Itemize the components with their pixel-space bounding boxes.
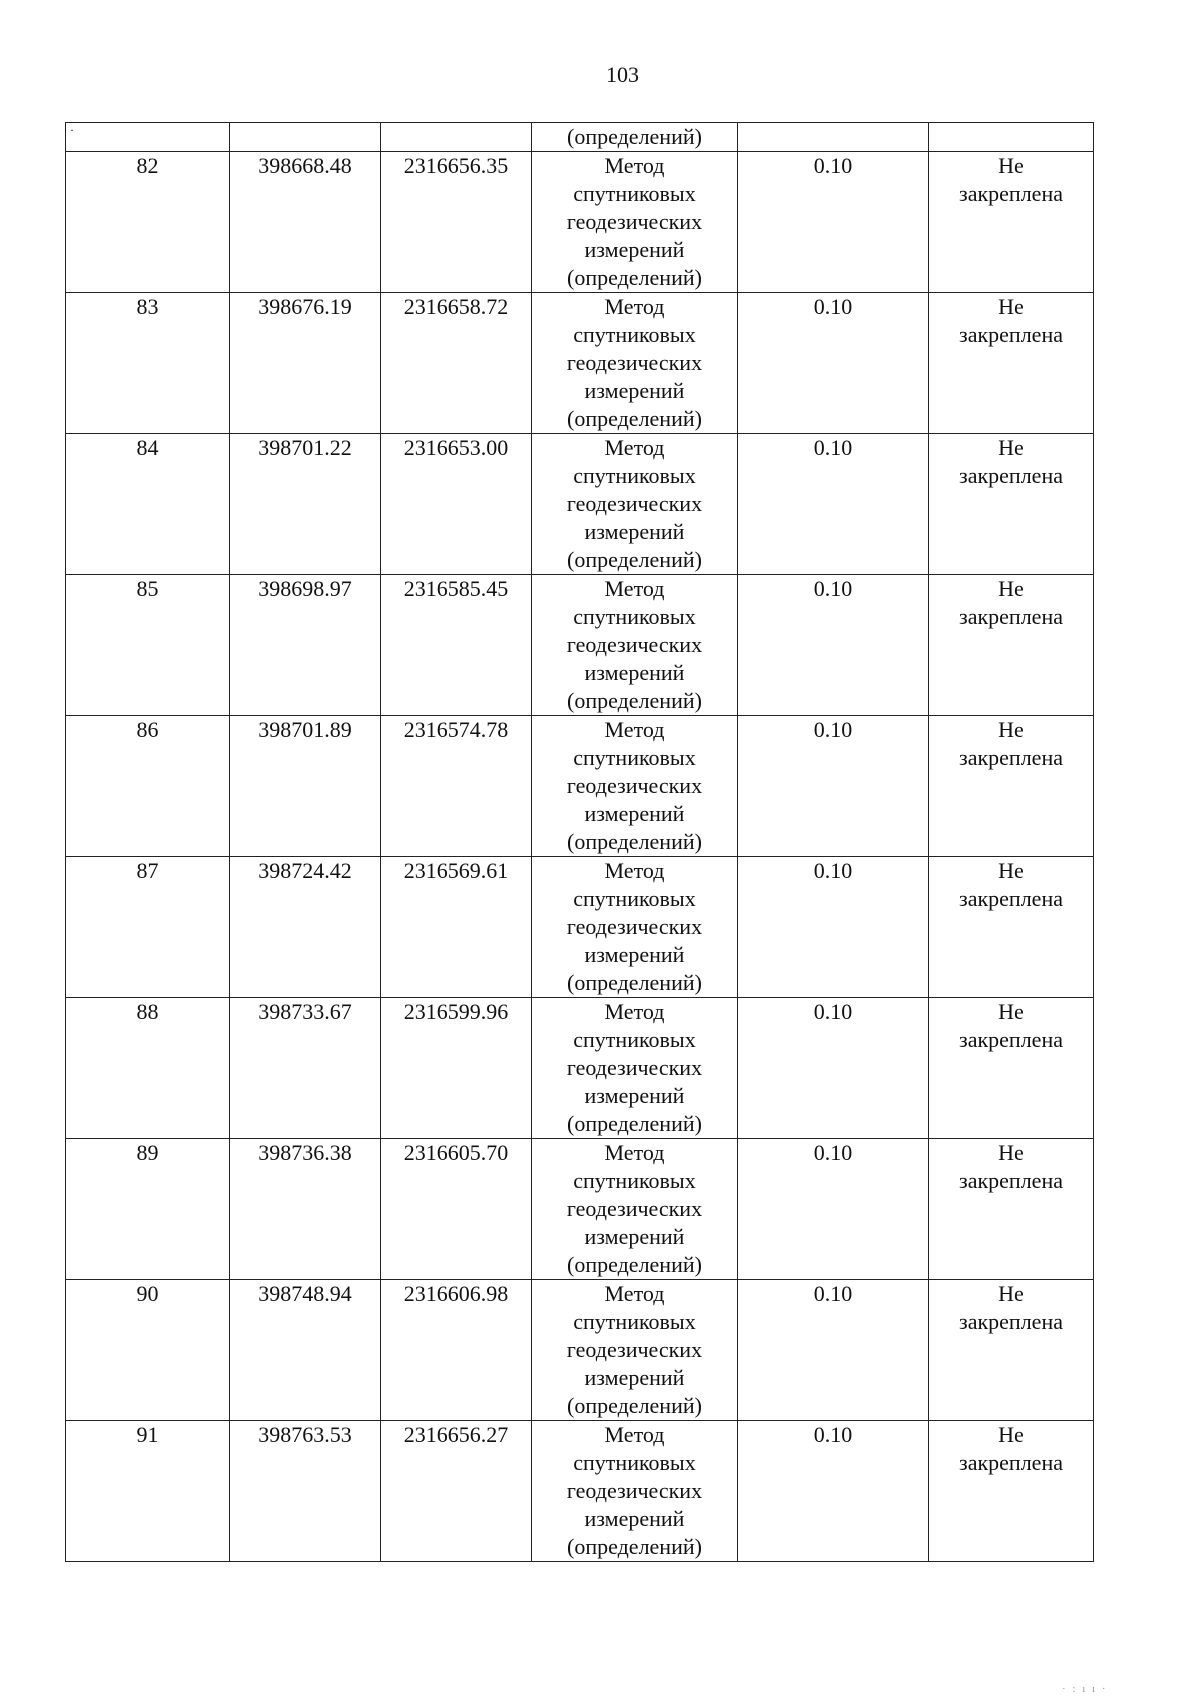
fixation-line: Не	[998, 435, 1024, 460]
fixation-line: закреплена	[959, 1168, 1063, 1193]
cell-method	[532, 716, 738, 857]
cell-x: 398736.38	[230, 1139, 381, 1280]
cell-x: 398733.67	[230, 998, 381, 1139]
fixation-line: Не	[998, 858, 1024, 883]
fixation-line: Не	[998, 153, 1024, 178]
cell-fixation	[929, 857, 1094, 998]
method-line: Метод	[604, 999, 665, 1024]
method-line: Метод	[604, 153, 665, 178]
fixation-line: Не	[998, 1422, 1024, 1447]
scan-artifact: · : ı ı ·	[1062, 1683, 1108, 1695]
method-line: геодезических	[566, 1055, 703, 1080]
cell-y: 2316599.96	[381, 998, 532, 1139]
method-line: Метод	[604, 576, 665, 601]
method-line: Метод	[604, 717, 665, 742]
method-line: измерений	[584, 801, 685, 826]
cell-num: 85	[66, 575, 230, 716]
method-line: измерений	[584, 660, 685, 685]
cell-num: 87	[66, 857, 230, 998]
fixation-line: закреплена	[959, 1450, 1063, 1475]
method-line: геодезических	[566, 1478, 703, 1503]
method-line: спутниковых	[573, 604, 696, 629]
fixation-line: Не	[998, 1281, 1024, 1306]
cell-accuracy: 0.10	[738, 1421, 929, 1562]
cell-x: 398701.89	[230, 716, 381, 857]
fixation-line: Не	[998, 717, 1024, 742]
cell-num: 86	[66, 716, 230, 857]
method-line: спутниковых	[573, 745, 696, 770]
fixation-line: закреплена	[959, 181, 1063, 206]
method-line: Метод	[604, 435, 665, 460]
cell-y: 2316569.61	[381, 857, 532, 998]
method-line: измерений	[584, 1083, 685, 1108]
fixation-line: закреплена	[959, 1027, 1063, 1052]
method-line: геодезических	[566, 773, 703, 798]
method-line: измерений	[584, 519, 685, 544]
cell-accuracy: 0.10	[738, 1139, 929, 1280]
fixation-line: закреплена	[959, 463, 1063, 488]
method-line: (определений)	[567, 829, 702, 854]
table-row	[66, 434, 1094, 575]
cell-x: 398668.48	[230, 152, 381, 293]
method-line: спутниковых	[573, 181, 696, 206]
method-line: (определений)	[567, 406, 702, 431]
cell-method	[532, 575, 738, 716]
method-line: измерений	[584, 378, 685, 403]
cell-x	[230, 123, 381, 152]
table-row	[66, 716, 1094, 857]
table-row	[66, 1280, 1094, 1421]
cell-y: 2316658.72	[381, 293, 532, 434]
method-line: (определений)	[567, 1393, 702, 1418]
cell-accuracy: 0.10	[738, 293, 929, 434]
cell-method	[532, 434, 738, 575]
cell-fixation	[929, 998, 1094, 1139]
scan-dot: ·	[70, 123, 74, 137]
cell-num	[66, 123, 230, 152]
table-body	[66, 123, 1094, 1562]
cell-y: 2316606.98	[381, 1280, 532, 1421]
cell-num: 91	[66, 1421, 230, 1562]
cell-accuracy: 0.10	[738, 998, 929, 1139]
cell-y: 2316653.00	[381, 434, 532, 575]
method-line: геодезических	[566, 350, 703, 375]
table-row	[66, 1421, 1094, 1562]
cell-method	[532, 998, 738, 1139]
table-row	[66, 293, 1094, 434]
cell-accuracy: 0.10	[738, 575, 929, 716]
method-line: измерений	[584, 1365, 685, 1390]
method-line: спутниковых	[573, 886, 696, 911]
method-line: (определений)	[567, 1534, 702, 1559]
method-line: (определений)	[567, 970, 702, 995]
method-line: Метод	[604, 294, 665, 319]
cell-fixation	[929, 716, 1094, 857]
cell-num: 88	[66, 998, 230, 1139]
method-line: измерений	[584, 942, 685, 967]
method-line: спутниковых	[573, 463, 696, 488]
method-line: геодезических	[566, 209, 703, 234]
fixation-line: закреплена	[959, 604, 1063, 629]
method-line: геодезических	[566, 1337, 703, 1362]
fixation-line: закреплена	[959, 745, 1063, 770]
method-line: (определений)	[567, 1111, 702, 1136]
table-row	[66, 857, 1094, 998]
cell-method	[532, 1421, 738, 1562]
cell-x: 398676.19	[230, 293, 381, 434]
fixation-line: Не	[998, 294, 1024, 319]
method-line: геодезических	[566, 632, 703, 657]
fixation-line: закреплена	[959, 322, 1063, 347]
cell-x: 398701.22	[230, 434, 381, 575]
method-line: (определений)	[567, 688, 702, 713]
method-line: геодезических	[566, 1196, 703, 1221]
cell-fixation	[929, 1421, 1094, 1562]
table-row	[66, 152, 1094, 293]
cell-fixation	[929, 575, 1094, 716]
table-row	[66, 575, 1094, 716]
cell-fixation	[929, 1139, 1094, 1280]
method-line: спутниковых	[573, 1027, 696, 1052]
coordinates-table	[65, 122, 1094, 1562]
cell-x: 398698.97	[230, 575, 381, 716]
cell-fixation	[929, 434, 1094, 575]
page-number: 103	[606, 62, 639, 87]
cell-x: 398763.53	[230, 1421, 381, 1562]
cell-fixation	[929, 152, 1094, 293]
fixation-line: Не	[998, 576, 1024, 601]
cell-x: 398748.94	[230, 1280, 381, 1421]
cell-method: (определений)	[532, 123, 738, 152]
cell-num: 82	[66, 152, 230, 293]
cell-method	[532, 293, 738, 434]
cell-y: 2316574.78	[381, 716, 532, 857]
cell-accuracy: 0.10	[738, 857, 929, 998]
method-line: Метод	[604, 858, 665, 883]
method-line: спутниковых	[573, 1450, 696, 1475]
method-line: (определений)	[567, 265, 702, 290]
fixation-line: Не	[998, 999, 1024, 1024]
cell-y: 2316656.27	[381, 1421, 532, 1562]
cell-fixation	[929, 123, 1094, 152]
cell-accuracy: 0.10	[738, 434, 929, 575]
method-line: измерений	[584, 1506, 685, 1531]
method-line: спутниковых	[573, 322, 696, 347]
fixation-line: закреплена	[959, 886, 1063, 911]
cell-accuracy: 0.10	[738, 1280, 929, 1421]
cell-num: 83	[66, 293, 230, 434]
cell-y: 2316585.45	[381, 575, 532, 716]
cell-y	[381, 123, 532, 152]
cell-method	[532, 152, 738, 293]
continued-row	[66, 123, 1094, 152]
cell-method	[532, 1139, 738, 1280]
cell-y: 2316656.35	[381, 152, 532, 293]
cell-num: 89	[66, 1139, 230, 1280]
method-line: Метод	[604, 1281, 665, 1306]
cell-num: 84	[66, 434, 230, 575]
method-line: измерений	[584, 1224, 685, 1249]
cell-y: 2316605.70	[381, 1139, 532, 1280]
cell-accuracy: 0.10	[738, 152, 929, 293]
cell-method	[532, 1280, 738, 1421]
method-line: (определений)	[567, 1252, 702, 1277]
table-row	[66, 1139, 1094, 1280]
method-line: спутниковых	[573, 1309, 696, 1334]
method-line: геодезических	[566, 491, 703, 516]
method-line: спутниковых	[573, 1168, 696, 1193]
cell-accuracy: 0.10	[738, 716, 929, 857]
cell-method	[532, 857, 738, 998]
method-line: (определений)	[567, 547, 702, 572]
cell-fixation	[929, 293, 1094, 434]
cell-accuracy	[738, 123, 929, 152]
method-line: измерений	[584, 237, 685, 262]
cell-x: 398724.42	[230, 857, 381, 998]
fixation-line: Не	[998, 1140, 1024, 1165]
table-row	[66, 998, 1094, 1139]
fixation-line: закреплена	[959, 1309, 1063, 1334]
method-line: Метод	[604, 1422, 665, 1447]
method-line: Метод	[604, 1140, 665, 1165]
cell-num: 90	[66, 1280, 230, 1421]
method-line: геодезических	[566, 914, 703, 939]
cell-fixation	[929, 1280, 1094, 1421]
